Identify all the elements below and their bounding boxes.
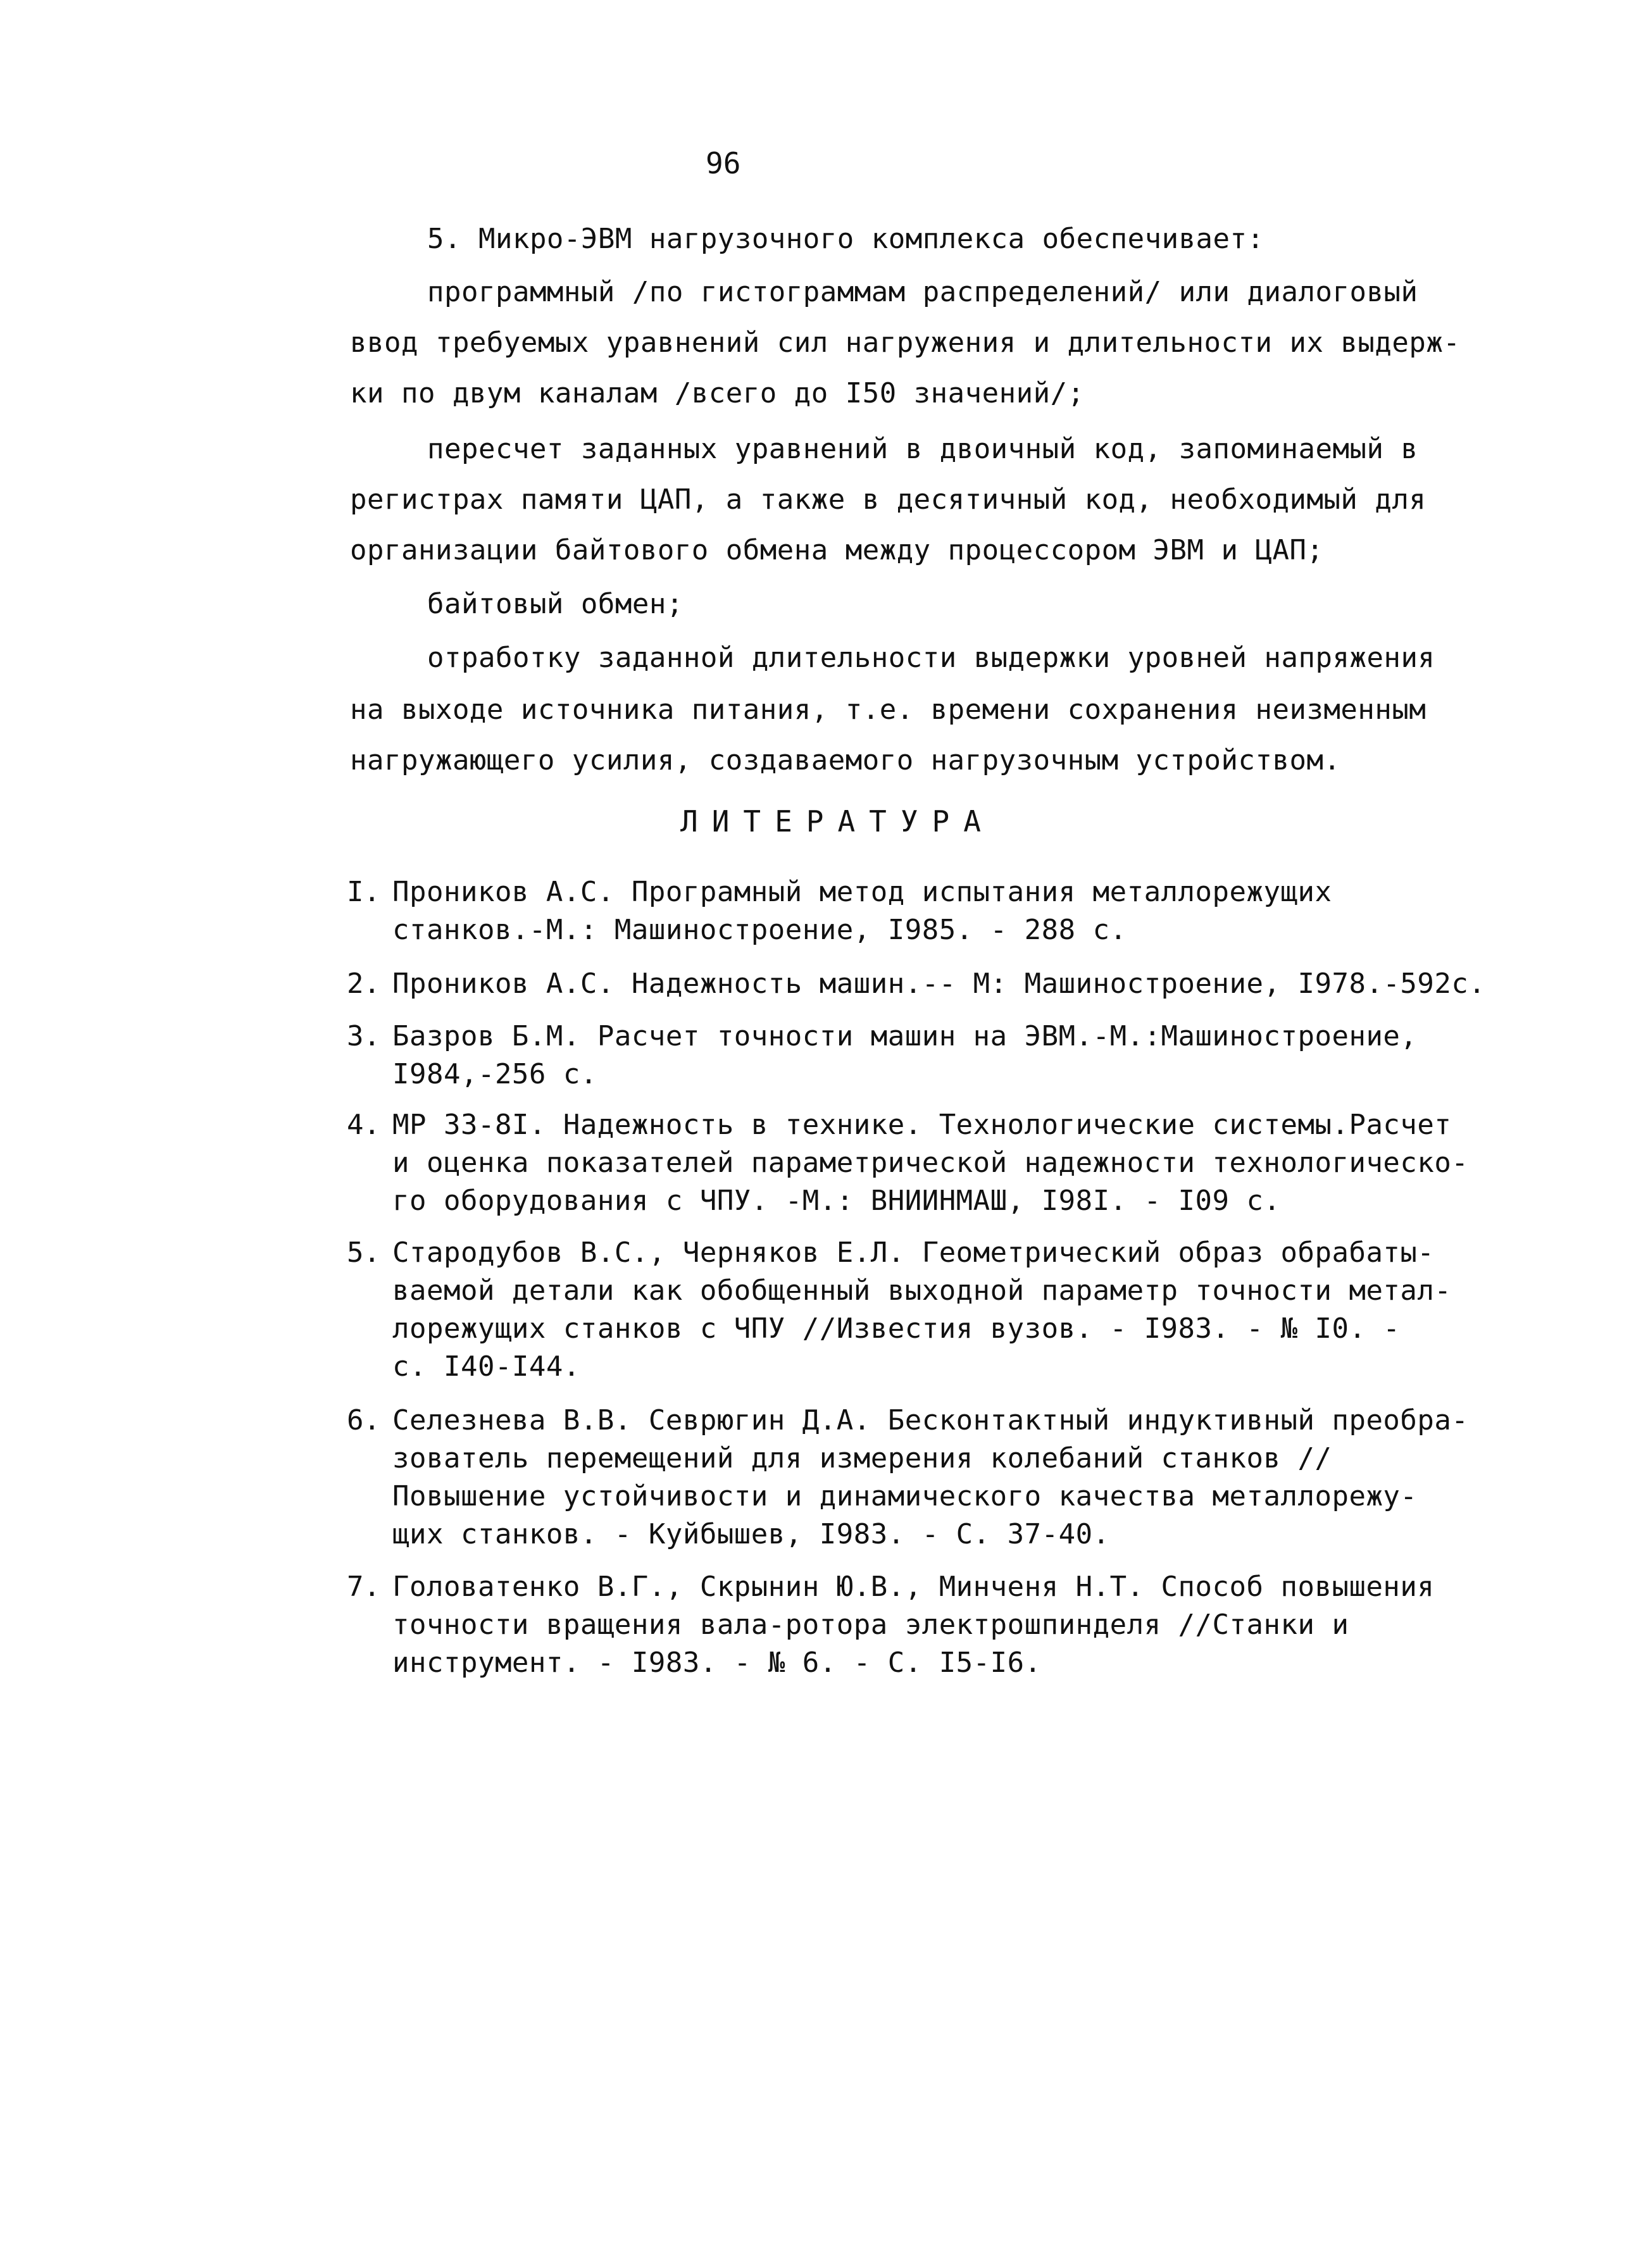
paragraph-line: нагружающего усилия, создаваемого нагрузочным устройством. xyxy=(350,744,1341,776)
reference-line: щих станков. - Куйбышев, I983. - С. 37-40. xyxy=(392,1518,1110,1550)
page-number: 96 xyxy=(706,146,741,180)
reference-line: Стародубов В.С., Черняков Е.Л. Геометрический образ обрабаты- xyxy=(392,1237,1435,1269)
paragraph-line: программный /по гистограммам распределений/ или диалоговый xyxy=(427,276,1418,308)
reference-number: 4. xyxy=(347,1109,380,1141)
reference-line: точности вращения вала-ротора электрошпинделя //Станки и xyxy=(392,1609,1349,1641)
reference-line: лорежущих станков с ЧПУ //Известия вузов. - I983. - № I0. - xyxy=(392,1312,1401,1345)
reference-number: 7. xyxy=(347,1571,380,1603)
reference-number: 2. xyxy=(347,968,380,1000)
paragraph-line: пересчет заданных уравнений в двоичный код, запоминаемый в xyxy=(427,433,1418,465)
reference-line: го оборудования с ЧПУ. -М.: ВНИИНМАШ, I98I. - I09 с. xyxy=(392,1185,1281,1217)
reference-number: 6. xyxy=(347,1404,380,1436)
paragraph-line: байтовый обмен; xyxy=(427,588,684,620)
reference-line: и оценка показателей параметрической надежности технологическо- xyxy=(392,1147,1469,1179)
reference-line: с. I40-I44. xyxy=(392,1350,580,1383)
reference-line: Повышение устойчивости и динамического качества металлорежу- xyxy=(392,1480,1418,1512)
reference-line: Головатенко В.Г., Скрынин Ю.В., Минченя Н.Т. Способ повышения xyxy=(392,1571,1435,1603)
reference-line: инструмент. - I983. - № 6. - С. I5-I6. xyxy=(392,1647,1042,1679)
reference-line: Проников А.С. Надежность машин.-- М: Машиностроение, I978.-592с. xyxy=(392,968,1486,1000)
reference-line: Проников А.С. Програмный метод испытания металлорежущих xyxy=(392,876,1332,908)
reference-number: 5. xyxy=(347,1237,380,1269)
paragraph-line: организации байтового обмена между процессором ЭВМ и ЦАП; xyxy=(350,534,1324,566)
reference-line: I984,-256 с. xyxy=(392,1058,597,1090)
paragraph-line: на выходе источника питания, т.е. времени сохранения неизменным xyxy=(350,694,1426,726)
reference-number: I. xyxy=(347,876,380,908)
reference-line: Селезнева В.В. Севрюгин Д.А. Бесконтактный индуктивный преобра- xyxy=(392,1404,1469,1436)
paragraph-line: отработку заданной длительности выдержки уровней напряжения xyxy=(427,642,1435,674)
reference-line: ваемой детали как обобщенный выходной параметр точности метал- xyxy=(392,1274,1452,1307)
paragraph-line: ки по двум каналам /всего до I50 значений/; xyxy=(350,377,1085,409)
reference-line: МР 33-8I. Надежность в технике. Технологические системы.Расчет xyxy=(392,1109,1452,1141)
paragraph-line: 5. Микро-ЭВМ нагрузочного комплекса обеспечивает: xyxy=(427,223,1264,255)
reference-line: станков.-М.: Машиностроение, I985. - 288 с. xyxy=(392,914,1127,946)
literature-heading: ЛИТЕРАТУРА xyxy=(680,804,995,838)
paragraph-line: ввод требуемых уравнений сил нагружения и длительности их выдерж- xyxy=(350,327,1461,359)
reference-line: зователь перемещений для измерения колебаний станков // xyxy=(392,1442,1332,1474)
reference-line: Базров Б.М. Расчет точности машин на ЭВМ.-М.:Машиностроение, xyxy=(392,1020,1418,1052)
paragraph-line: регистрах памяти ЦАП, а также в десятичный код, необходимый для xyxy=(350,483,1426,516)
reference-number: 3. xyxy=(347,1020,380,1052)
